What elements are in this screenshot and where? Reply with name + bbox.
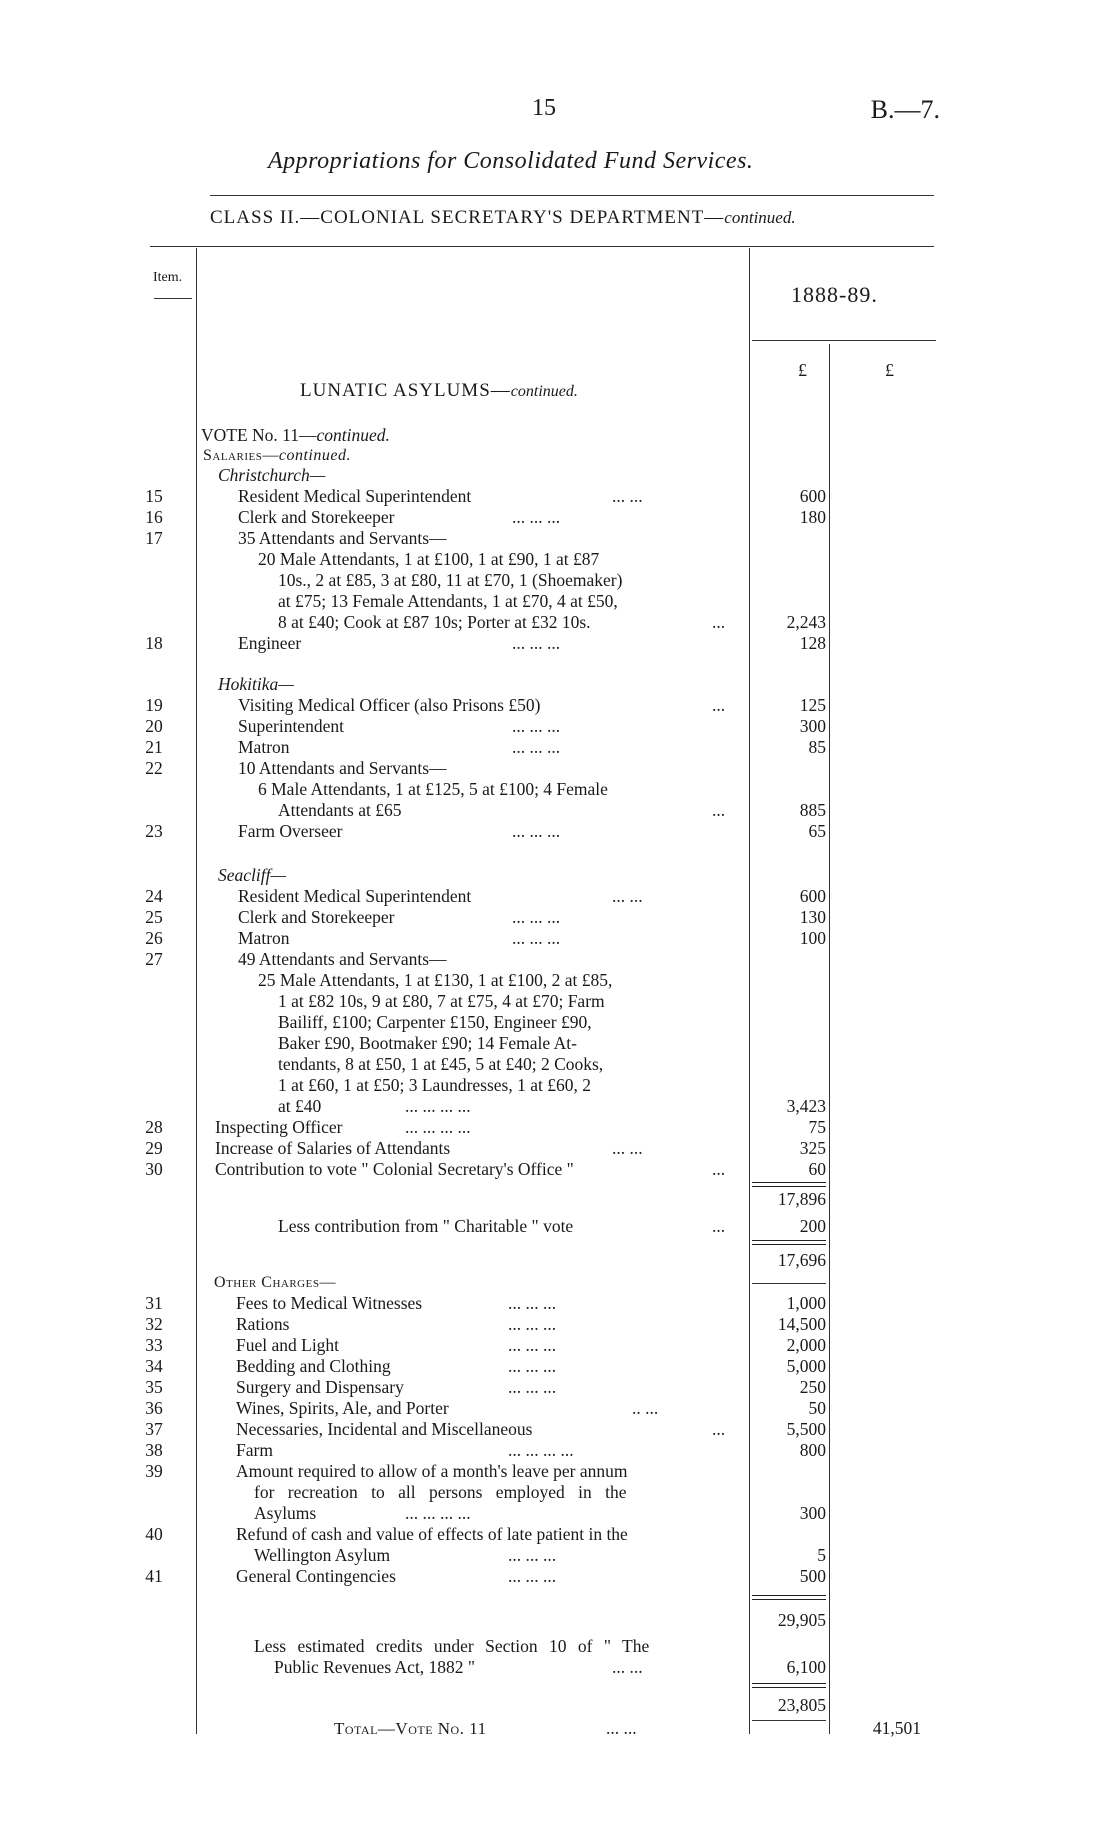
table-row <box>0 1356 1114 1377</box>
table-row <box>0 425 1114 446</box>
row-leaders: ... ... ... ... <box>405 1117 471 1137</box>
class-title-continued: continued. <box>724 208 796 227</box>
row-amount: 2,243 <box>786 612 826 632</box>
row-item-number: 16 <box>145 507 163 527</box>
row-amount: 14,500 <box>777 1314 826 1334</box>
table-row <box>0 465 1114 486</box>
row-amount: 2,000 <box>786 1335 826 1355</box>
row-item-number: 40 <box>145 1524 163 1544</box>
table-row <box>0 886 1114 907</box>
row-leaders: ... ... ... <box>508 1314 557 1334</box>
row-leaders: ... ... <box>612 1657 643 1677</box>
row-text: at £75; 13 Female Attendants, 1 at £70, 4 at £50, <box>278 591 618 611</box>
row-leaders: ... ... ... <box>508 1356 557 1376</box>
row-text: 1 at £60, 1 at £50; 3 Laundresses, 1 at £60, 2 <box>278 1075 592 1095</box>
row-text: Increase of Salaries of Attendants <box>215 1138 451 1158</box>
subtotal-rule <box>752 1240 826 1245</box>
table-row <box>0 758 1114 779</box>
row-leaders: ... ... ... <box>512 821 561 841</box>
page-number: 15 <box>532 95 556 121</box>
table-row <box>0 1159 1114 1180</box>
row-item-number: 41 <box>145 1566 163 1586</box>
row-item-number: 30 <box>145 1159 163 1179</box>
row-text: Superintendent <box>238 716 344 736</box>
year-header-rule <box>752 340 936 341</box>
row-text: Bailiff, £100; Carpenter £150, Engineer £90, <box>278 1012 592 1032</box>
row-text: Salaries—continued. <box>203 447 351 464</box>
row-item-number: 19 <box>145 695 163 715</box>
row-leaders: ... <box>712 612 726 632</box>
row-amount: 300 <box>799 1503 826 1523</box>
row-text: Necessaries, Incidental and Miscellaneous <box>236 1419 533 1439</box>
row-text: Christchurch— <box>218 465 326 485</box>
table-row <box>0 1272 1114 1293</box>
row-leaders: ... <box>712 1159 726 1179</box>
section-title-continued: continued. <box>510 383 578 400</box>
row-text: Clerk and Storekeeper <box>238 507 395 527</box>
document-reference: B.—7. <box>870 95 940 124</box>
row-amount: 128 <box>799 633 826 653</box>
row-leaders: ... ... ... <box>508 1566 557 1586</box>
table-row <box>0 1636 1114 1657</box>
table-row <box>0 1503 1114 1524</box>
row-amount: 29,905 <box>777 1610 826 1630</box>
row-amount: 65 <box>808 821 826 841</box>
row-text: Engineer <box>238 633 302 653</box>
row-leaders: ... ... ... <box>508 1293 557 1313</box>
row-item-number: 39 <box>145 1461 163 1481</box>
row-text: Matron <box>238 928 290 948</box>
row-item-number: 28 <box>145 1117 163 1137</box>
page-heading: Appropriations for Consolidated Fund Services. <box>268 148 754 174</box>
table-row <box>0 821 1114 842</box>
row-text: 25 Male Attendants, 1 at £130, 1 at £100, 2 at £85, <box>258 970 613 990</box>
heading-rule <box>210 195 934 196</box>
row-text: Fees to Medical Witnesses <box>236 1293 423 1313</box>
table-row <box>0 1461 1114 1482</box>
row-text: 8 at £40; Cook at £87 10s; Porter at £32 10s. <box>278 612 591 632</box>
row-item-number: 25 <box>145 907 163 927</box>
row-text: Clerk and Storekeeper <box>238 907 395 927</box>
row-leaders: ... ... ... <box>512 716 561 736</box>
row-leaders: ... <box>712 1216 726 1236</box>
row-text: Refund of cash and value of effects of late patient in the <box>236 1524 628 1544</box>
row-amount: 17,896 <box>777 1189 826 1209</box>
row-item-number: 22 <box>145 758 163 778</box>
table-row <box>0 907 1114 928</box>
row-amount: 180 <box>799 507 826 527</box>
table-row <box>0 1293 1114 1314</box>
row-text: Matron <box>238 737 290 757</box>
row-leaders: ... ... ... <box>508 1545 557 1565</box>
row-text: Resident Medical Superintendent <box>238 886 472 906</box>
row-item-number: 37 <box>145 1419 163 1439</box>
table-row <box>0 1117 1114 1138</box>
table-row <box>0 1524 1114 1545</box>
row-text: VOTE No. 11—continued. <box>201 425 390 445</box>
table-row <box>0 1440 1114 1461</box>
row-text: Hokitika— <box>218 674 294 694</box>
row-amount: 85 <box>808 737 826 757</box>
row-item-number: 34 <box>145 1356 163 1376</box>
row-text: Baker £90, Bootmaker £90; 14 Female At- <box>278 1033 577 1053</box>
table-row <box>0 865 1114 886</box>
table-row <box>0 949 1114 970</box>
table-row <box>0 612 1114 633</box>
class-title <box>210 207 796 229</box>
row-text: tendants, 8 at £50, 1 at £45, 5 at £40; 2 Cooks, <box>278 1054 604 1074</box>
table-row <box>0 633 1114 654</box>
table-row <box>0 928 1114 949</box>
table-row <box>0 1545 1114 1566</box>
year-column-header: 1888-89. <box>791 282 878 307</box>
row-amount: 125 <box>799 695 826 715</box>
table-row <box>0 1054 1114 1075</box>
row-text: Bedding and Clothing <box>236 1356 391 1376</box>
row-item-number: 31 <box>145 1293 163 1313</box>
subtotal-rule <box>752 1683 826 1688</box>
table-row <box>0 737 1114 758</box>
table-row <box>0 1610 1114 1631</box>
table-row <box>0 1718 1114 1739</box>
table-row <box>0 570 1114 591</box>
section-title <box>300 380 578 402</box>
table-row <box>0 549 1114 570</box>
row-amount: 50 <box>808 1398 826 1418</box>
row-text: Public Revenues Act, 1882 " <box>274 1657 476 1677</box>
row-leaders: ... ... ... <box>508 1335 557 1355</box>
row-item-number: 33 <box>145 1335 163 1355</box>
table-row <box>0 1216 1114 1237</box>
row-text: Less estimated credits under Section 10 of " The <box>254 1636 650 1656</box>
table-row <box>0 528 1114 549</box>
row-leaders: ... ... ... ... <box>405 1503 471 1523</box>
table-row <box>0 445 1114 466</box>
row-text: General Contingencies <box>236 1566 396 1586</box>
row-leaders: ... ... <box>612 486 643 506</box>
row-leaders: ... ... ... ... <box>508 1440 574 1460</box>
row-amount: 600 <box>799 486 826 506</box>
row-item-number: 27 <box>145 949 163 969</box>
vote-total-label: Total—Vote No. 11 <box>334 1719 487 1738</box>
table-row <box>0 1482 1114 1503</box>
row-leaders: ... ... ... <box>512 507 561 527</box>
row-leaders: ... <box>712 800 726 820</box>
row-leaders: ... ... ... <box>512 907 561 927</box>
table-row <box>0 1566 1114 1587</box>
row-leaders: ... ... <box>612 1138 643 1158</box>
row-text: Fuel and Light <box>236 1335 340 1355</box>
row-item-number: 17 <box>145 528 163 548</box>
row-amount: 200 <box>799 1216 826 1236</box>
row-amount: 800 <box>799 1440 826 1460</box>
row-amount: 885 <box>799 800 826 820</box>
row-text: 20 Male Attendants, 1 at £100, 1 at £90, 1 at £87 <box>258 549 600 569</box>
table-row <box>0 1398 1114 1419</box>
row-text: Attendants at £65 <box>278 800 402 820</box>
row-leaders: ... ... ... <box>512 633 561 653</box>
table-row <box>0 970 1114 991</box>
row-text: Seacliff— <box>218 865 287 885</box>
row-text: Farm Overseer <box>238 821 343 841</box>
row-text: Wines, Spirits, Ale, and Porter <box>236 1398 449 1418</box>
section-title-text: LUNATIC ASYLUMS— <box>300 380 511 401</box>
row-leaders: ... ... <box>606 1718 637 1738</box>
row-amount: 130 <box>799 907 826 927</box>
currency-symbol-items: £ <box>798 360 807 380</box>
row-leaders: ... ... ... <box>512 737 561 757</box>
table-row <box>0 1012 1114 1033</box>
table-row <box>0 1314 1114 1335</box>
row-text: Amount required to allow of a month's leave per annum <box>236 1461 628 1481</box>
table-row <box>0 1335 1114 1356</box>
table-row <box>0 1075 1114 1096</box>
row-amount: 5 <box>817 1545 826 1565</box>
row-leaders: ... ... ... <box>508 1377 557 1397</box>
row-amount: 5,000 <box>786 1356 826 1376</box>
row-leaders: ... <box>712 1419 726 1439</box>
row-amount: 3,423 <box>786 1096 826 1116</box>
row-text: Visiting Medical Officer (also Prisons £50) <box>238 695 541 715</box>
item-column-header: Item. <box>153 270 183 285</box>
currency-symbol-totals: £ <box>885 360 894 380</box>
table-row <box>0 1377 1114 1398</box>
table-row <box>0 1695 1114 1716</box>
row-text: Contribution to vote " Colonial Secretary's Office " <box>215 1159 574 1179</box>
row-item-number: 32 <box>145 1314 163 1334</box>
row-text: 35 Attendants and Servants— <box>238 528 447 548</box>
table-row <box>0 1096 1114 1117</box>
table-row <box>0 591 1114 612</box>
row-text: 10 Attendants and Servants— <box>238 758 447 778</box>
item-header-rule <box>154 298 192 299</box>
row-text: Resident Medical Superintendent <box>238 486 472 506</box>
row-amount: 5,500 <box>786 1419 826 1439</box>
row-amount: 300 <box>799 716 826 736</box>
table-row <box>0 695 1114 716</box>
row-text: Inspecting Officer <box>215 1117 343 1137</box>
row-text: for recreation to all persons employed in the <box>254 1482 627 1502</box>
row-text: at £40 <box>278 1096 322 1116</box>
row-amount: 1,000 <box>786 1293 826 1313</box>
row-text: Surgery and Dispensary <box>236 1377 404 1397</box>
row-amount: 500 <box>799 1566 826 1586</box>
subtotal-rule <box>752 1182 826 1187</box>
row-item-number: 35 <box>145 1377 163 1397</box>
table-row <box>0 674 1114 695</box>
row-item-number: 36 <box>145 1398 163 1418</box>
table-row <box>0 1189 1114 1210</box>
row-leaders: ... ... <box>612 886 643 906</box>
table-row <box>0 1250 1114 1271</box>
row-text: 6 Male Attendants, 1 at £125, 5 at £100; 4 Female <box>258 779 608 799</box>
table-row <box>0 1033 1114 1054</box>
row-leaders: .. ... <box>632 1398 659 1418</box>
row-amount: 75 <box>808 1117 826 1137</box>
row-amount: 60 <box>808 1159 826 1179</box>
row-leaders: ... <box>712 695 726 715</box>
class-title-text: CLASS II.—COLONIAL SECRETARY'S DEPARTMENT— <box>210 207 725 228</box>
row-item-number: 26 <box>145 928 163 948</box>
row-item-number: 20 <box>145 716 163 736</box>
row-item-number: 29 <box>145 1138 163 1158</box>
table-row <box>0 800 1114 821</box>
row-leaders: ... ... ... <box>512 928 561 948</box>
table-row <box>0 779 1114 800</box>
row-amount: 600 <box>799 886 826 906</box>
row-text: Less contribution from " Charitable " vote <box>278 1216 574 1236</box>
subtotal-rule <box>752 1595 826 1600</box>
row-item-number: 15 <box>145 486 163 506</box>
table-row <box>0 1657 1114 1678</box>
table-row <box>0 507 1114 528</box>
table-row <box>0 1419 1114 1440</box>
row-amount: 325 <box>799 1138 826 1158</box>
row-text: 1 at £82 10s, 9 at £80, 7 at £75, 4 at £70; Farm <box>278 991 605 1011</box>
row-text: 10s., 2 at £85, 3 at £80, 11 at £70, 1 (Shoemaker) <box>278 570 623 590</box>
row-item-number: 38 <box>145 1440 163 1460</box>
row-amount: 23,805 <box>777 1695 826 1715</box>
row-amount: 6,100 <box>786 1657 826 1677</box>
row-amount: 17,696 <box>777 1250 826 1270</box>
table-row <box>0 1138 1114 1159</box>
row-amount: 250 <box>799 1377 826 1397</box>
row-item-number: 21 <box>145 737 163 757</box>
row-text: Asylums <box>254 1503 317 1523</box>
table-row <box>0 991 1114 1012</box>
row-text: Rations <box>236 1314 290 1334</box>
row-item-number: 23 <box>145 821 163 841</box>
row-text: Wellington Asylum <box>254 1545 391 1565</box>
row-text: Other Charges— <box>214 1274 336 1291</box>
vote-total-amount: 41,501 <box>872 1718 921 1738</box>
table-row <box>0 716 1114 737</box>
row-text: 49 Attendants and Servants— <box>238 949 447 969</box>
row-item-number: 18 <box>145 633 163 653</box>
row-item-number: 24 <box>145 886 163 906</box>
row-text: Farm <box>236 1440 273 1460</box>
table-row <box>0 486 1114 507</box>
row-amount: 100 <box>799 928 826 948</box>
row-leaders: ... ... ... ... <box>405 1096 471 1116</box>
table-top-rule <box>150 246 934 247</box>
